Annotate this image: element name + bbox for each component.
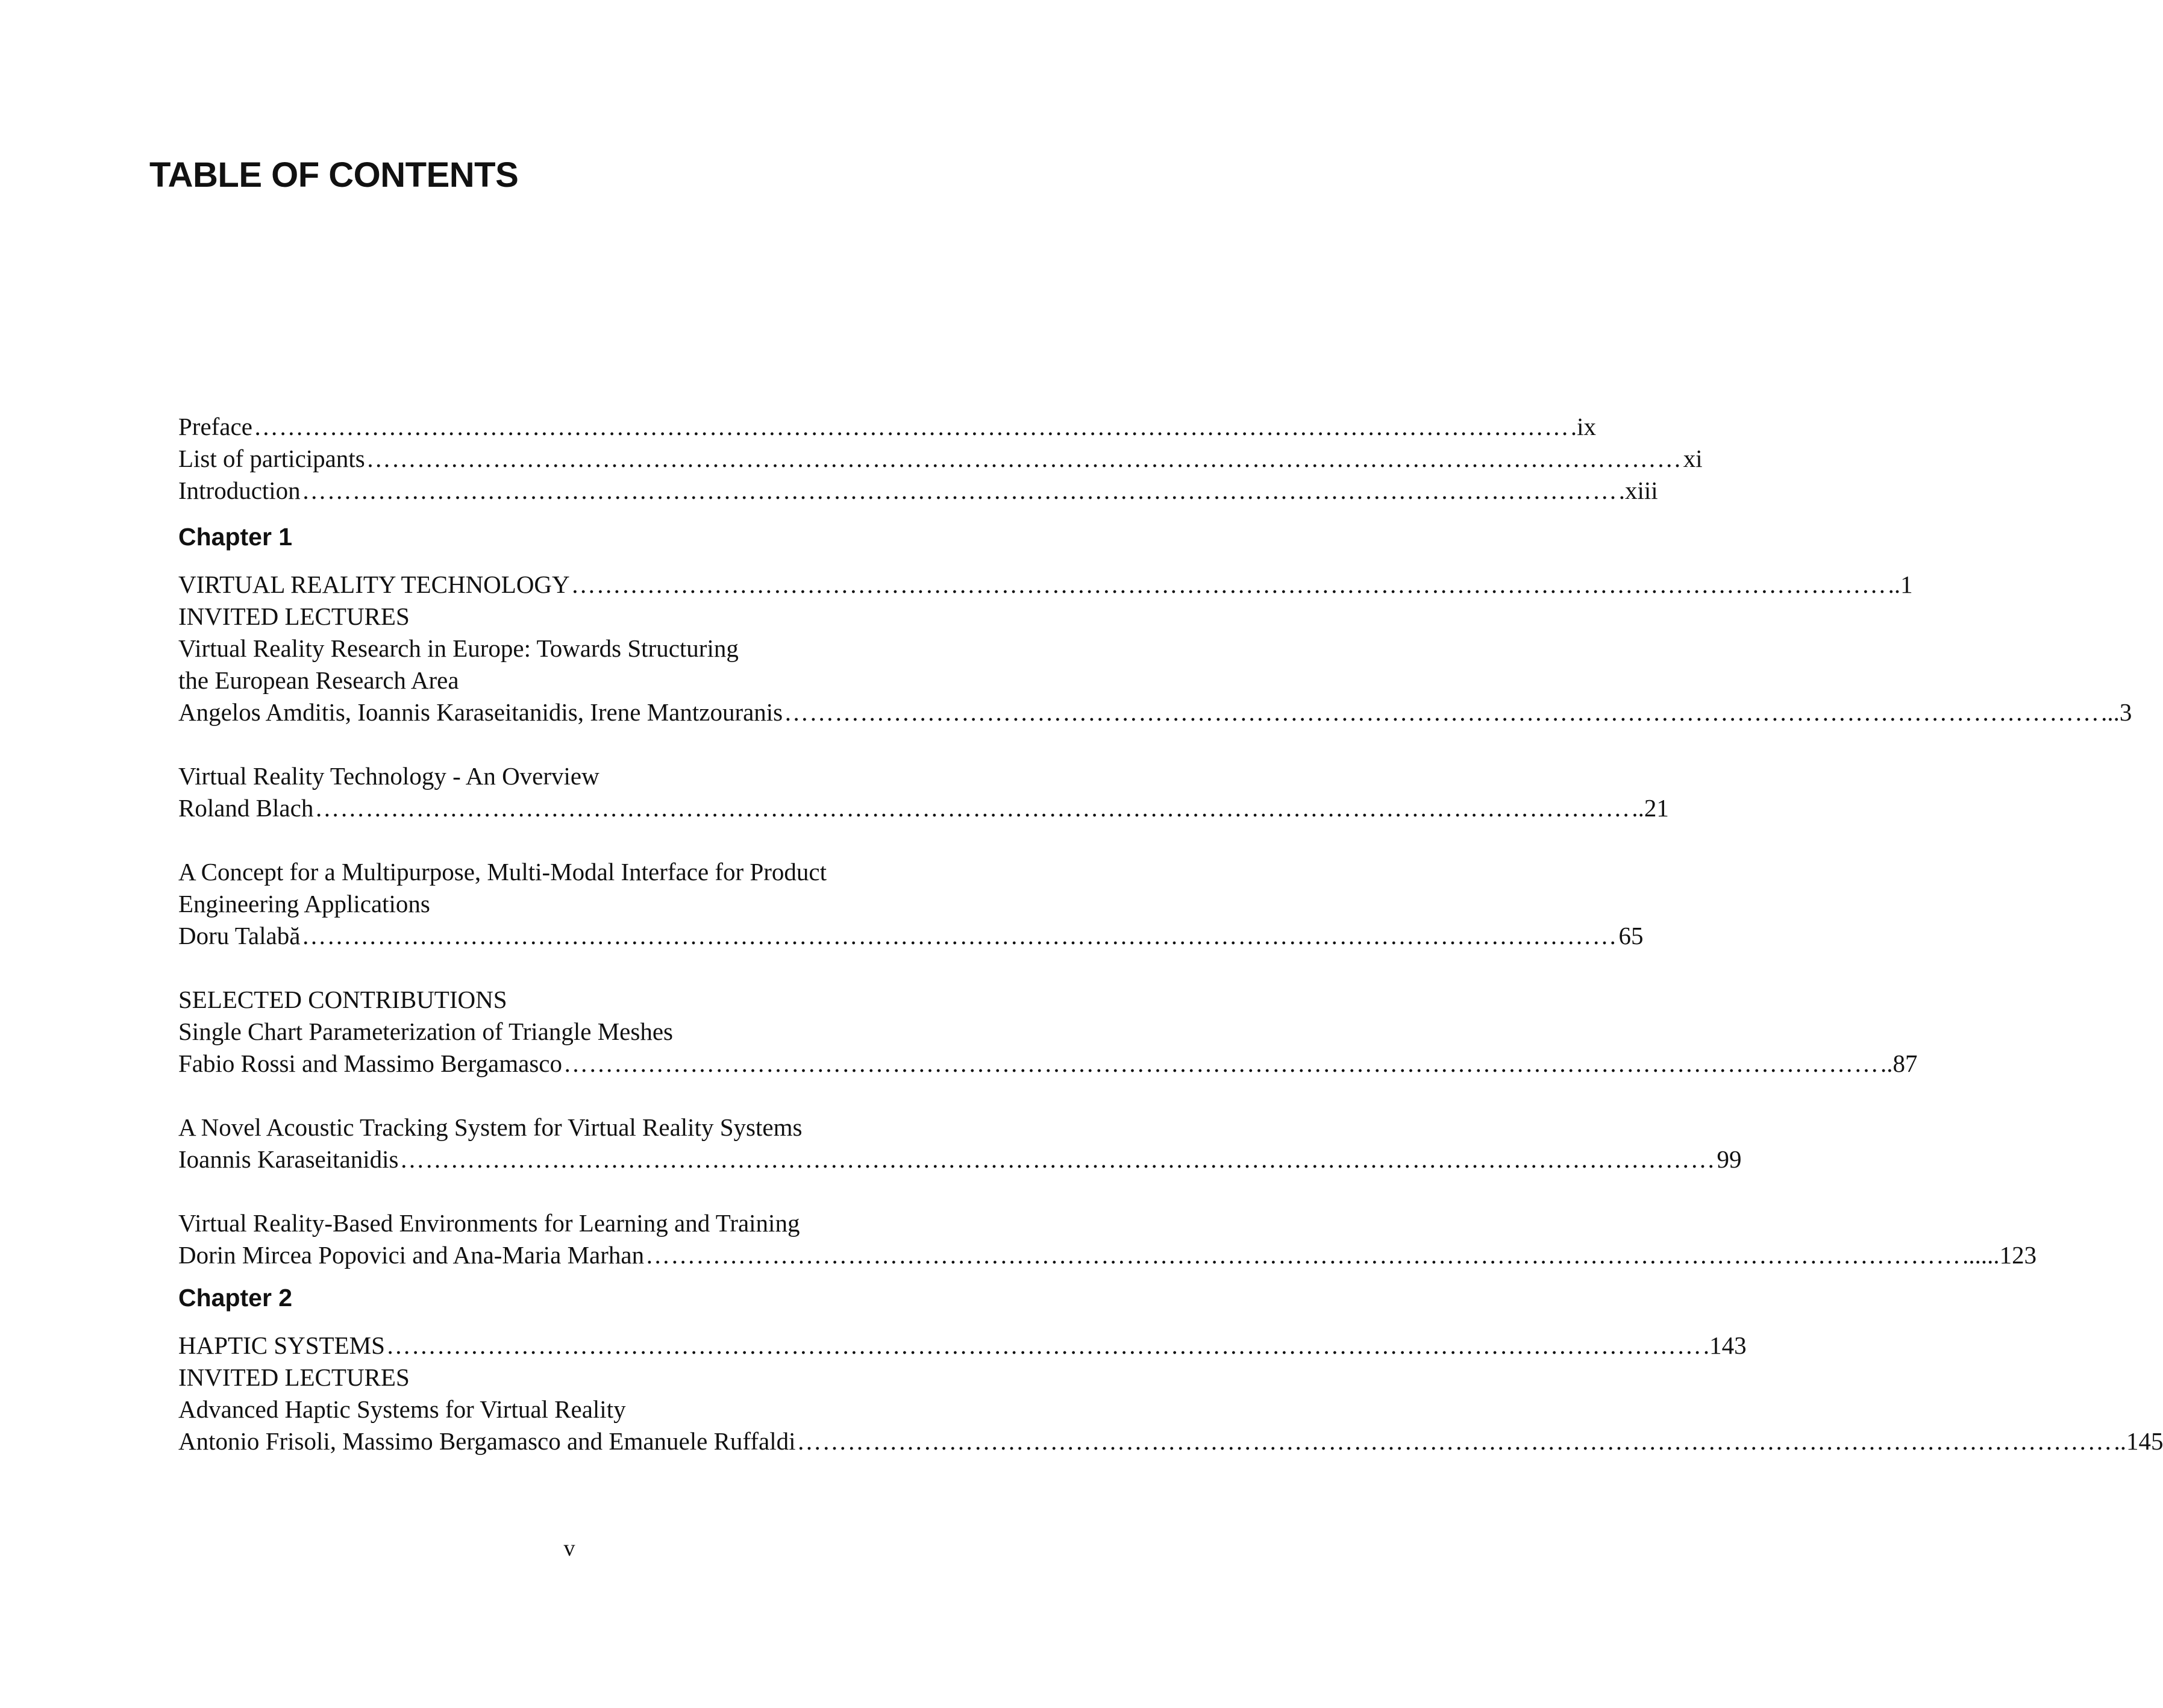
chapter-1-section — [178, 569, 1913, 601]
dot-leader: ………………………………………………………………………………………………………………………………………… — [301, 922, 1618, 949]
entry-authors: Doru Talabă — [178, 922, 301, 949]
chapter-2-heading: Chapter 2 — [178, 1284, 293, 1312]
toc-page-number: .143 — [1703, 1331, 1747, 1359]
entry-title: Single Chart Parameterization of Triangle Meshes — [178, 1018, 673, 1045]
entry-title-continued: Engineering Applications — [178, 890, 430, 918]
table-of-contents — [178, 411, 2163, 1457]
entry-authors: Antonio Frisoli, Massimo Bergamasco and Emanuele Ruffaldi — [178, 1427, 796, 1455]
entry-title-continued: the European Research Area — [178, 666, 459, 694]
entry-authors-line — [178, 1048, 1918, 1080]
entry-authors-line — [178, 1239, 2037, 1271]
chapter-1-heading: Chapter 1 — [178, 523, 293, 551]
toc-page-number: ..1 — [1888, 571, 1913, 598]
dot-leader: ………………………………………………………………………………………………………………………………………… — [315, 794, 1631, 822]
toc-entry-title: List of participants — [178, 445, 365, 472]
entry-authors: Dorin Mircea Popovici and Ana-Maria Marhan — [178, 1241, 645, 1269]
invited-lectures-label: INVITED LECTURES — [178, 602, 410, 630]
entry-title: Virtual Reality Technology - An Overview — [178, 762, 599, 790]
toc-page-number: .xiii — [1618, 477, 1658, 504]
entry-title: Virtual Reality Research in Europe: Towards Structuring — [178, 634, 739, 662]
entry-title: Advanced Haptic Systems for Virtual Reality — [178, 1395, 626, 1423]
entry-title: A Concept for a Multipurpose, Multi-Modal Interface for Product — [178, 858, 827, 886]
toc-entry-preface — [178, 411, 1597, 443]
selected-contributions-label: SELECTED CONTRIBUTIONS — [178, 986, 507, 1013]
chapter-2-section — [178, 1330, 1747, 1362]
toc-page-number: xi — [1683, 445, 1703, 472]
toc-entry-introduction — [178, 475, 1658, 507]
dot-leader: ………………………………………………………………………………………………………………………………………… — [366, 445, 1682, 472]
entry-title: A Novel Acoustic Tracking System for Virtual Reality Systems — [178, 1113, 803, 1141]
entry-authors-line — [178, 792, 1669, 824]
dot-leader: ………………………………………………………………………………………………………………………………………… — [301, 477, 1618, 504]
section-title: VIRTUAL REALITY TECHNOLOGY — [178, 571, 570, 598]
dot-leader: ………………………………………………………………………………………………………………………………………… — [253, 413, 1570, 440]
entry-authors: Fabio Rossi and Massimo Bergamasco — [178, 1050, 562, 1077]
entry-authors-line — [178, 1143, 1742, 1175]
toc-page-number: ..145 — [2114, 1427, 2163, 1455]
entry-authors: Angelos Amditis, Ioannis Karaseitanidis, Irene Mantzouranis — [178, 698, 783, 726]
toc-entry-title: Introduction — [178, 477, 301, 504]
section-title: HAPTIC SYSTEMS — [178, 1331, 385, 1359]
toc-entry-title: Preface — [178, 413, 252, 440]
entry-authors-line — [178, 920, 1644, 952]
toc-entry-list-of-participants — [178, 443, 1703, 475]
entry-title: Virtual Reality-Based Environments for Learning and Training — [178, 1209, 800, 1237]
toc-page-number: ......123 — [1962, 1241, 2037, 1269]
dot-leader: ………………………………………………………………………………………………………………………………………… — [563, 1050, 1879, 1077]
dot-leader: ………………………………………………………………………………………………………………………………………… — [784, 698, 2100, 726]
entry-authors-line — [178, 1425, 2163, 1457]
toc-page-number: 65 — [1618, 922, 1644, 949]
toc-page-number: ..21 — [1632, 794, 1669, 822]
toc-page-number: .ix — [1570, 413, 1597, 440]
invited-lectures-label: INVITED LECTURES — [178, 1363, 410, 1391]
dot-leader: ………………………………………………………………………………………………………………………………………… — [386, 1331, 1702, 1359]
dot-leader: ………………………………………………………………………………………………………………………………………… — [645, 1241, 1962, 1269]
entry-authors-line — [178, 696, 2132, 728]
entry-authors: Roland Blach — [178, 794, 314, 822]
entry-authors: Ioannis Karaseitanidis — [178, 1145, 399, 1173]
toc-page-number: 99 — [1717, 1145, 1742, 1173]
toc-page-number: ..87 — [1880, 1050, 1918, 1077]
toc-page-number: ...3 — [2101, 698, 2132, 726]
dot-leader: ………………………………………………………………………………………………………………………………………… — [797, 1427, 2113, 1455]
dot-leader: ………………………………………………………………………………………………………………………………………… — [571, 571, 1887, 598]
dot-leader: ………………………………………………………………………………………………………………………………………… — [399, 1145, 1716, 1173]
page-number: v — [563, 1536, 575, 1561]
page-title: TABLE OF CONTENTS — [149, 155, 519, 195]
